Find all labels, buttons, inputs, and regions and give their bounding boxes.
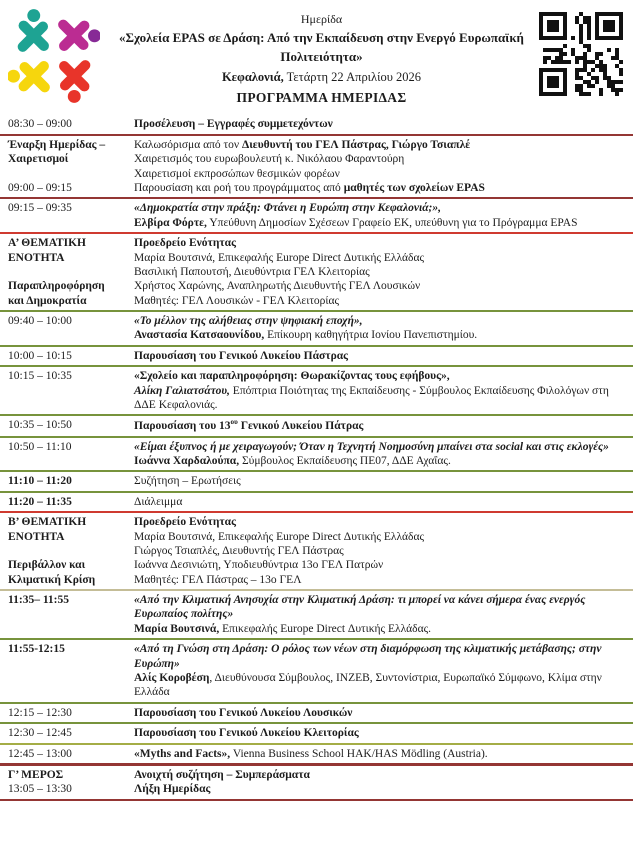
table-row (0, 766, 633, 801)
time-cell (0, 349, 134, 363)
session-cell (134, 440, 633, 469)
time-cell (0, 768, 134, 797)
event-date: Τετάρτη 22 Απριλίου 2026 (283, 69, 422, 84)
schedule-text-line: Ελβίρα Φόρτε, Υπεύθυνη Δημοσίων Σχέσεων Γραφείο ΕΚ, υπεύθυνη για το Πρόγραμμα EPAS (134, 216, 578, 229)
session-cell (134, 706, 633, 720)
table-row (0, 472, 633, 492)
program-heading: ΠΡΟΓΡΑΜΜΑ ΗΜΕΡΙΔΑΣ (236, 90, 407, 106)
schedule-text-line: ΕΝΟΤΗΤΑ (8, 530, 65, 543)
time-cell (0, 418, 134, 433)
schedule-text-line: ΕΝΟΤΗΤΑ (8, 251, 65, 264)
schedule-text-line: «Σχολείο και παραπληροφόρηση: Θωρακίζοντας τους εφήβους», (134, 370, 450, 383)
table-row (0, 493, 633, 513)
schedule-text-line: Χαιρετισμοί (8, 153, 69, 166)
schedule-text-line: 11:35– 11:55 (8, 594, 70, 607)
schedule-text-line: Χαιρετισμός του ευρωβουλευτή κ. Νικόλαου Φαραντούρη (134, 153, 405, 166)
time-cell (0, 440, 134, 469)
schedule-text-line: 10:00 – 10:15 (8, 349, 72, 362)
session-cell (134, 768, 633, 797)
schedule-text-line: Μαρία Βουτσινά, Επικεφαλής Europe Direct Δυτικής Ελλάδας (134, 251, 425, 264)
session-cell (134, 314, 633, 343)
table-row (0, 513, 633, 591)
table-row (0, 312, 633, 347)
schedule-text-line: 11:20 – 11:35 (8, 495, 72, 508)
time-cell (0, 236, 134, 308)
session-cell (134, 201, 633, 230)
time-cell (0, 495, 134, 509)
schedule-text-line: 13:05 – 13:30 (8, 783, 72, 796)
schedule-text-line: Παρουσίαση του $13^{o\upsilon}$ Γενικού Λυκείου Πάτρας (134, 418, 364, 433)
table-row (0, 234, 633, 312)
session-cell (134, 474, 633, 488)
schedule-text-line: 08:30 – 09:00 (8, 118, 72, 131)
schedule-text-line: και Δημοκρατία (8, 294, 87, 307)
schedule-text-line: Παρουσίαση και ροή του προγράμματος από μαθητές των σχολείων EPAS (134, 181, 485, 194)
schedule-text-line: Κλιματική Κρίση (8, 573, 96, 586)
table-row (0, 704, 633, 724)
table-row (0, 591, 633, 640)
session-cell (134, 117, 633, 131)
schedule-text-line: Προεδρείο Ενότητας (134, 516, 236, 529)
document-header (0, 0, 633, 108)
schedule-text-line: Προεδρείο Ενότητας (134, 237, 236, 250)
schedule-text-line: Ανοιχτή συζήτηση – Συμπεράσματα (134, 768, 310, 781)
table-row (0, 438, 633, 473)
schedule-text-line: Λήξη Ημερίδας (134, 783, 211, 796)
event-title: «Σχολεία EPAS σε Δράση: Από την Εκπαίδευση στην Ενεργό Ευρωπαϊκή Πολιτειότητα» (119, 30, 524, 64)
schedule-text-line: Παρουσίαση του Γενικού Λυκείου Πάστρας (134, 349, 348, 362)
schedule-text-line: Παρουσίαση του Γενικού Λυκείου Κλειτορίας (134, 727, 359, 740)
schedule-text-line: Ιωάννα Δεσινιώτη, Υποδιευθύντρια 13ο ΓΕΛ Πατρών (134, 559, 384, 572)
schedule-text-line: Μαθητές: ΓΕΛ Πάστρας – 13ο ΓΕΛ (134, 573, 302, 586)
schedule-text-line: Μαρία Βουτσινά, Επικεφαλής Europe Direct Δυτικής Ελλάδας (134, 530, 425, 543)
session-cell (134, 593, 633, 636)
schedule-text-line: «Από την Κλιματική Ανησυχία στην Κλιματική Δράση: τι μπορεί να κάνει σήμερα ένας ενεργός Ευρωπαίος πολίτης» (134, 594, 586, 621)
epas-logo (8, 8, 104, 108)
time-cell (0, 138, 134, 196)
schedule-text-line: Αλίκη Γαλιατσάτου, Επόπτρια Ποιότητας της Εκπαίδευσης - Σύμβουλος Εκπαίδευσης Φιλολόγων στη ΔΔΕ Κεφαλονιάς. (134, 384, 609, 411)
schedule-text-line: 12:45 – 13:00 (8, 747, 72, 760)
time-cell (0, 593, 134, 636)
schedule-text-line: 11:55-12:15 (8, 643, 65, 656)
schedule-text-line: Α’ ΘΕΜΑΤΙΚΗ (8, 237, 86, 250)
schedule-text-line: Αναστασία Κατσαουνίδου, Επίκουρη καθηγήτρια Ιονίου Πανεπιστημίου. (134, 329, 478, 342)
session-cell (134, 726, 633, 740)
schedule-text-line: 10:50 – 11:10 (8, 440, 72, 453)
qr-code-icon (539, 12, 623, 96)
qr-code (539, 8, 625, 100)
session-cell (134, 236, 633, 308)
schedule-text-line: «Είμαι έξυπνος ή με χειραγωγούν; Όταν η Τεχνητή Νοημοσύνη μπαίνει στα social και στις εκλογές» (134, 440, 609, 453)
session-cell (134, 138, 633, 196)
session-cell (134, 747, 633, 761)
table-row (0, 347, 633, 367)
epas-people-pinwheel-icon (8, 8, 100, 104)
schedule-text-line: Μαρία Βουτσινά, Επικεφαλής Europe Direct Δυτικής Ελλάδας. (134, 622, 432, 635)
schedule-text-line: Παρουσίαση του Γενικού Λυκείου Λουσικών (134, 706, 353, 719)
schedule-text-line: 10:15 – 10:35 (8, 370, 72, 383)
session-cell (134, 369, 633, 412)
schedule-table (0, 115, 633, 800)
schedule-text-line: Χρήστος Χαρώνης, Αναπληρωτής Διευθυντής ΓΕΛ Λουσικών (134, 280, 421, 293)
session-cell (134, 418, 633, 433)
schedule-text-line: Μαθητές: ΓΕΛ Λουσικών - ΓΕΛ Κλειτορίας (134, 294, 340, 307)
schedule-text-line: Γιώργος Τσιαπλές, Διευθυντής ΓΕΛ Πάστρας (134, 544, 344, 557)
schedule-text-line: Χαιρετισμοί εκπροσώπων θεσμικών φορέων (134, 167, 340, 180)
time-cell (0, 369, 134, 412)
spacer-line (8, 544, 134, 558)
table-row (0, 115, 633, 135)
time-cell (0, 747, 134, 761)
table-row (0, 724, 633, 744)
schedule-text-line: «Myths and Facts», Vienna Business School HAK/HAS Mödling (Austria). (134, 747, 488, 760)
schedule-text-line: «Το μέλλον της αλήθειας στην ψηφιακή εποχή», (134, 315, 363, 328)
schedule-text-line: Β’ ΘΕΜΑΤΙΚΗ (8, 516, 87, 529)
time-cell (0, 515, 134, 587)
schedule-text-line: «Δημοκρατία στην πράξη: Φτάνει η Ευρώπη στην Κεφαλονιά;», (134, 202, 442, 215)
schedule-text-line: 09:15 – 09:35 (8, 202, 72, 215)
schedule-text-line: Βασιλική Παπουτσή, Διευθύντρια ΓΕΛ Κλειτορίας (134, 265, 370, 278)
session-cell (134, 495, 633, 509)
event-location-date (104, 70, 539, 86)
time-cell (0, 642, 134, 700)
table-row (0, 136, 633, 200)
table-row (0, 416, 633, 437)
schedule-text-line: Προσέλευση – Εγγραφές συμμετεχόντων (134, 118, 333, 131)
schedule-text-line: 09:40 – 10:00 (8, 315, 72, 328)
table-row (0, 640, 633, 704)
schedule-text-line: «Από τη Γνώση στη Δράση: Ο ρόλος των νέων στη διαμόρφωση της κλιματικής μετάβασης; στην Ευρώπη» (134, 643, 602, 670)
time-cell (0, 201, 134, 230)
time-cell (0, 314, 134, 343)
time-cell (0, 726, 134, 740)
schedule-text-line: 10:35 – 10:50 (8, 419, 72, 432)
spacer-line (8, 167, 134, 181)
time-cell (0, 706, 134, 720)
schedule-text-line: Παραπληροφόρηση (8, 280, 105, 293)
event-location: Κεφαλονιά, (221, 69, 284, 84)
schedule-text-line: Διάλειμμα (134, 495, 183, 508)
schedule-text-line: 12:15 – 12:30 (8, 706, 72, 719)
schedule-text-line: Συζήτηση – Ερωτήσεις (134, 475, 241, 488)
table-row (0, 745, 633, 766)
session-cell (134, 349, 633, 363)
schedule-text-line: 09:00 – 09:15 (8, 181, 72, 194)
schedule-text-line: Γ’ ΜΕΡΟΣ (8, 768, 64, 781)
schedule-text-line: Καλωσόρισμα από τον Διευθυντή του ΓΕΛ Πάστρας, Γιώργο Τσιαπλέ (134, 138, 471, 151)
table-row (0, 367, 633, 416)
spacer-line (8, 265, 134, 279)
schedule-text-line: Αλίς Κοροβέση, Διευθύνουσα Σύμβουλος, INZEB, Συντονίστρια, Ευρωπαϊκό Σύμφωνο, Κλίμα στην Ελλάδα (134, 671, 602, 699)
header-text-block (104, 8, 539, 107)
time-cell (0, 117, 134, 131)
time-cell (0, 474, 134, 488)
schedule-text-line: Ιωάννα Χαρδαλούπα, Σύμβουλος Εκπαίδευσης ΠΕ07, ΔΔΕ Αχαΐας. (134, 454, 451, 467)
schedule-text-line: Έναρξη Ημερίδας – (8, 138, 106, 151)
schedule-text-line: 11:10 – 11:20 (8, 475, 72, 488)
event-type: Ημερίδα (300, 12, 343, 26)
table-row (0, 199, 633, 234)
schedule-text-line: 12:30 – 12:45 (8, 727, 72, 740)
session-cell (134, 642, 633, 700)
session-cell (134, 515, 633, 587)
schedule-text-line: Περιβάλλον και (8, 559, 86, 572)
